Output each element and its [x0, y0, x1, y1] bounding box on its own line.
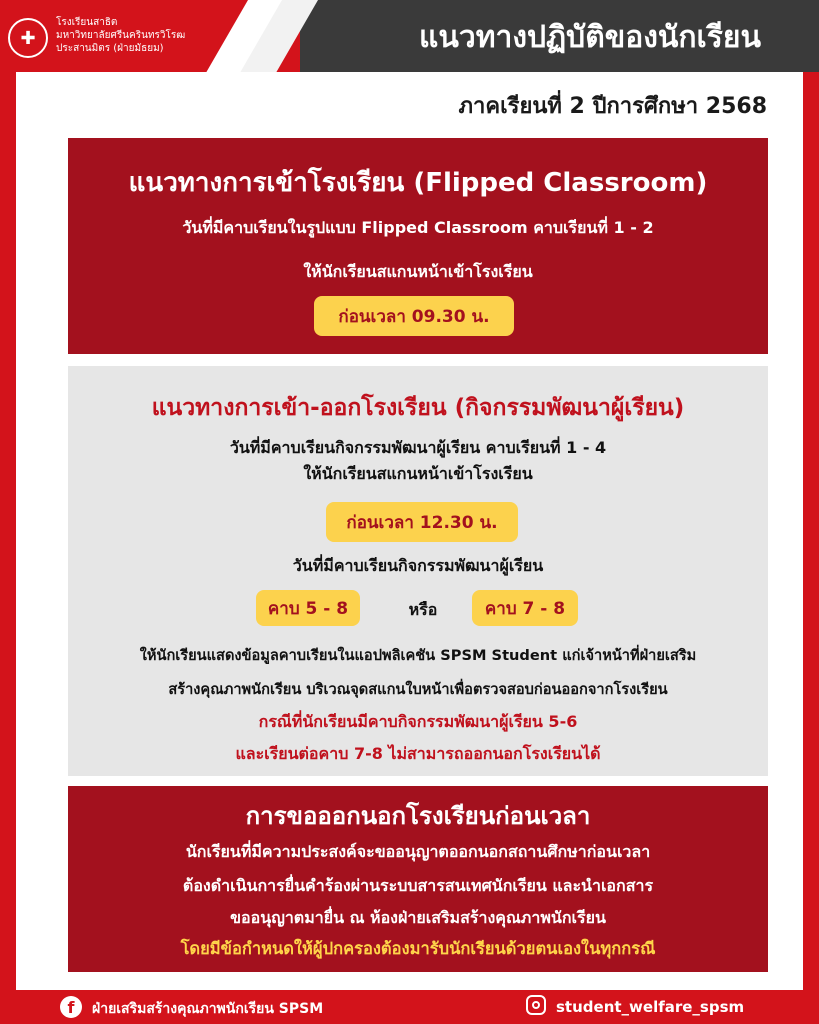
section-text: ให้นักเรียนสแกนหน้าเข้าโรงเรียน	[303, 262, 533, 281]
flipped-classroom-section	[68, 138, 768, 354]
section-note: กรณีที่นักเรียนมีคาบกิจกรรมพัฒนาผู้เรียน 5-6	[258, 712, 578, 731]
page-title: แนวทางปฏิบัติของนักเรียน	[419, 20, 761, 55]
section-text: ต้องดำเนินการยื่นคำร้องผ่านระบบสารสนเทศนักเรียน และนำเอกสาร	[182, 876, 654, 895]
school-name	[56, 16, 185, 55]
school-logo: ✚	[8, 18, 48, 58]
instagram-icon[interactable]	[526, 995, 546, 1015]
activity-section	[68, 366, 768, 776]
section-title: การขอออกนอกโรงเรียนก่อนเวลา	[245, 802, 591, 830]
facebook-page-label[interactable]: ฝ่ายเสริมสร้างคุณภาพนักเรียน SPSM	[92, 1001, 324, 1017]
section-title: แนวทางการเข้า-ออกโรงเรียน (กิจกรรมพัฒนาผู้เรียน)	[151, 395, 685, 421]
section-text: ให้นักเรียนแสดงข้อมูลคาบเรียนในแอปพลิเคชัน SPSM Student แก่เจ้าหน้าที่ฝ่ายเสริม	[139, 647, 697, 664]
or-label: หรือ	[408, 600, 438, 619]
section-title: แนวทางการเข้าโรงเรียน (Flipped Classroom)	[128, 168, 708, 198]
school-name-line3: ประสานมิตร (ฝ่ายมัธยม)	[56, 43, 164, 54]
section-text: นักเรียนที่มีความประสงค์จะขออนุญาตออกนอกสถานศึกษาก่อนเวลา	[185, 842, 651, 861]
period-badge: คาบ 5 - 8	[256, 590, 360, 626]
early-leave-section	[68, 786, 768, 972]
section-text: ขออนุญาตมายื่น ณ ห้องฝ่ายเสริมสร้างคุณภาพนักเรียน	[230, 908, 606, 927]
section-text: วันที่มีคาบเรียนกิจกรรมพัฒนาผู้เรียน คาบเรียนที่ 1 - 4	[229, 438, 607, 457]
section-text: ให้นักเรียนสแกนหน้าเข้าโรงเรียน	[303, 464, 533, 483]
section-text: วันที่มีคาบเรียนในรูปแบบ Flipped Classroom คาบเรียนที่ 1 - 2	[182, 218, 654, 237]
school-name-line2: มหาวิทยาลัยศรีนครินทรวิโรฒ	[56, 30, 186, 41]
time-badge: ก่อนเวลา 12.30 น.	[326, 502, 518, 542]
time-badge: ก่อนเวลา 09.30 น.	[314, 296, 514, 336]
instagram-handle[interactable]: student_welfare_spsm	[556, 998, 745, 1016]
section-note: และเรียนต่อคาบ 7-8 ไม่สามารถออกนอกโรงเรียนได้	[235, 744, 601, 763]
facebook-icon[interactable]: f	[60, 996, 82, 1018]
section-note: โดยมีข้อกำหนดให้ผู้ปกครองต้องมารับนักเรียนด้วยตนเองในทุกกรณี	[180, 939, 656, 958]
school-name-line1: โรงเรียนสาธิต	[56, 17, 118, 28]
semester-subtitle: ภาคเรียนที่ 2 ปีการศึกษา 2568	[458, 94, 767, 119]
section-text: วันที่มีคาบเรียนกิจกรรมพัฒนาผู้เรียน	[292, 556, 544, 575]
period-badge: คาบ 7 - 8	[472, 590, 578, 626]
section-text: สร้างคุณภาพนักเรียน บริเวณจุดสแกนใบหน้าเพื่อตรวจสอบก่อนออกจากโรงเรียน	[168, 681, 668, 698]
